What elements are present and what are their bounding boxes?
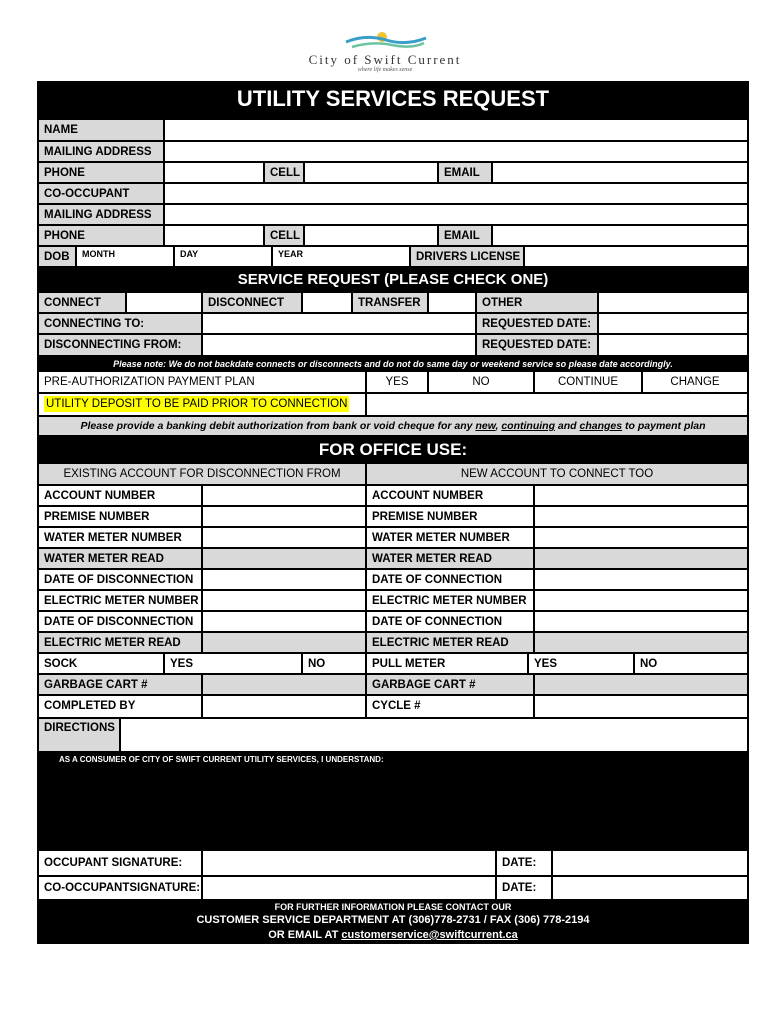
logo-name: City of Swift Current [308,52,462,67]
co-email-label: EMAIL [439,226,491,245]
directions-field[interactable] [121,719,747,751]
payment-change-option[interactable]: CHANGE [643,372,747,392]
banking-and: and [554,420,580,432]
co-phone-field[interactable] [165,226,263,245]
city-logo [290,28,480,76]
phone-label: PHONE [39,163,163,182]
footer-line-1: FOR FURTHER INFORMATION PLEASE CONTACT OUR [274,902,512,912]
banking-new: new [475,420,496,432]
right-premise-number-field[interactable] [535,507,747,526]
pull-meter-label: PULL METER [367,654,527,673]
occupant-date-label: DATE: [497,851,551,875]
disconnecting-from-label: DISCONNECTING FROM: [39,335,201,355]
right-electric-meter-number-label: ELECTRIC METER NUMBER [367,591,533,610]
form-title: UTILITY SERVICES REQUEST [236,86,550,111]
dob-label: DOB [39,247,75,266]
new-account-heading: NEW ACCOUNT TO CONNECT TOO [367,464,747,484]
connecting-to-field[interactable] [203,314,475,333]
office-use-heading: FOR OFFICE USE: [318,440,468,459]
completed-by-field[interactable] [203,696,365,717]
mailing-address-field[interactable] [165,142,747,161]
footer-email-link[interactable]: customerservice@swiftcurrent.ca [341,929,518,941]
deposit-notice [39,394,365,415]
co-phone-label: PHONE [39,226,163,245]
left-account-number-field[interactable] [203,486,365,505]
co-occupant-signature-field[interactable] [203,877,495,899]
occupant-date-field[interactable] [553,851,747,875]
left-electric-meter-read-field[interactable] [203,633,365,652]
utility-services-form [37,81,749,944]
co-mailing-address-field[interactable] [165,205,747,224]
pull-meter-no-option[interactable]: NO [635,654,747,673]
existing-account-heading: EXISTING ACCOUNT FOR DISCONNECTION FROM [39,464,365,484]
service-note: Please note: We do not backdate connects or disconnects and do not do same day or weekend service so please date accordingly. [113,359,673,369]
banking-notice [39,417,747,435]
requested-date-field-2[interactable] [599,335,747,355]
consumer-statement: AS A CONSUMER OF CITY OF SWIFT CURRENT UTILITY SERVICES, I UNDERSTAND: [59,755,384,764]
left-account-number-label: ACCOUNT NUMBER [39,486,201,505]
payment-yes-option[interactable]: YES [367,372,427,392]
right-water-meter-read-label: WATER METER READ [367,549,533,568]
sock-label: SOCK [39,654,163,673]
requested-date-field[interactable] [599,314,747,333]
left-water-meter-number-label: WATER METER NUMBER [39,528,201,547]
right-water-meter-number-field[interactable] [535,528,747,547]
right-account-number-field[interactable] [535,486,747,505]
right-date-of-connection-label-2: DATE OF CONNECTION [367,612,533,631]
transfer-label: TRANSFER [353,293,427,312]
right-electric-meter-read-label: ELECTRIC METER READ [367,633,533,652]
payment-plan-label: PRE-AUTHORIZATION PAYMENT PLAN [39,372,365,392]
payment-continue-option[interactable]: CONTINUE [535,372,641,392]
right-garbage-cart-field[interactable] [535,675,747,694]
left-water-meter-read-label: WATER METER READ [39,549,201,568]
disconnect-checkbox[interactable] [303,293,351,312]
occupant-signature-field[interactable] [203,851,495,875]
email-label: EMAIL [439,163,491,182]
left-date-of-disconnection-label-2: DATE OF DISCONNECTION [39,612,201,631]
payment-no-option[interactable]: NO [429,372,533,392]
deposit-field[interactable] [367,394,747,415]
co-occupant-label: CO-OCCUPANT [39,184,163,203]
right-electric-meter-number-field[interactable] [535,591,747,610]
requested-date-label: REQUESTED DATE: [477,314,597,333]
left-electric-meter-read-label: ELECTRIC METER READ [39,633,201,652]
co-occupant-field[interactable] [165,184,747,203]
pull-meter-yes-option[interactable]: YES [529,654,633,673]
right-date-of-connection-field-2[interactable] [535,612,747,631]
name-label: NAME [39,120,163,140]
banking-changes: changes [579,420,623,432]
banking-continuing: continuing [501,420,555,432]
other-field[interactable] [599,293,747,312]
left-date-of-disconnection-label: DATE OF DISCONNECTION [39,570,201,589]
right-water-meter-read-field[interactable] [535,549,747,568]
transfer-checkbox[interactable] [429,293,475,312]
left-water-meter-read-field[interactable] [203,549,365,568]
right-premise-number-label: PREMISE NUMBER [367,507,533,526]
co-cell-field[interactable] [305,226,437,245]
left-electric-meter-number-label: ELECTRIC METER NUMBER [39,591,201,610]
completed-by-label: COMPLETED BY [39,696,201,717]
footer-line-3 [37,928,749,943]
deposit-highlight: UTILITY DEPOSIT TO BE PAID PRIOR TO CONNECTION [46,398,348,410]
logo-wave-icon [342,28,428,52]
footer-line-2: CUSTOMER SERVICE DEPARTMENT AT (306)778-2731 / FAX (306) 778-2194 [196,914,590,926]
co-occupant-signature-label: CO-OCCUPANTSIGNATURE: [39,877,201,899]
disconnecting-from-field[interactable] [203,335,475,355]
sock-yes-option[interactable]: YES [165,654,301,673]
cell-field[interactable] [305,163,437,182]
right-date-of-connection-field[interactable] [535,570,747,589]
connecting-to-label: CONNECTING TO: [39,314,201,333]
directions-label: DIRECTIONS [39,719,119,751]
email-field[interactable] [493,163,747,182]
co-cell-label: CELL [265,226,303,245]
banking-end: to payment plan [622,420,706,432]
occupant-signature-label: OCCUPANT SIGNATURE: [39,851,201,875]
cycle-field[interactable] [535,696,747,717]
right-account-number-label: ACCOUNT NUMBER [367,486,533,505]
right-electric-meter-read-field[interactable] [535,633,747,652]
banking-text-1: Please provide a banking debit authorization from bank or void cheque for any [80,420,476,432]
connect-label: CONNECT [39,293,125,312]
phone-field[interactable] [165,163,263,182]
requested-date-label-2: REQUESTED DATE: [477,335,597,355]
footer-email-prefix: OR EMAIL AT [268,929,342,941]
drivers-license-label: DRIVERS LICENSE [411,247,523,266]
right-garbage-cart-label: GARBAGE CART # [367,675,533,694]
service-request-heading: SERVICE REQUEST (PLEASE CHECK ONE) [237,271,549,288]
left-date-of-disconnection-field-2[interactable] [203,612,365,631]
right-date-of-connection-label: DATE OF CONNECTION [367,570,533,589]
banking-sep: , [495,420,502,432]
other-label: OTHER [477,293,597,312]
logo-tagline: where life makes sense [357,67,413,73]
left-premise-number-label: PREMISE NUMBER [39,507,201,526]
right-water-meter-number-label: WATER METER NUMBER [367,528,533,547]
co-occupant-date-label: DATE: [497,877,551,899]
co-email-field[interactable] [493,226,747,245]
left-water-meter-number-field[interactable] [203,528,365,547]
left-garbage-cart-label: GARBAGE CART # [39,675,201,694]
dob-year-field[interactable]: YEAR [273,247,409,266]
left-date-of-disconnection-field[interactable] [203,570,365,589]
co-mailing-address-label: MAILING ADDRESS [39,205,163,224]
connect-checkbox[interactable] [127,293,201,312]
left-electric-meter-number-field[interactable] [203,591,365,610]
cell-label: CELL [265,163,303,182]
left-premise-number-field[interactable] [203,507,365,526]
co-occupant-date-field[interactable] [553,877,747,899]
cycle-label: CYCLE # [367,696,533,717]
sock-no-option[interactable]: NO [303,654,365,673]
dob-day-field[interactable]: DAY [175,247,271,266]
left-garbage-cart-field[interactable] [203,675,365,694]
drivers-license-field[interactable] [525,247,747,266]
dob-month-field[interactable]: MONTH [77,247,173,266]
mailing-address-label: MAILING ADDRESS [39,142,163,161]
name-field[interactable] [165,120,747,140]
disconnect-label: DISCONNECT [203,293,301,312]
